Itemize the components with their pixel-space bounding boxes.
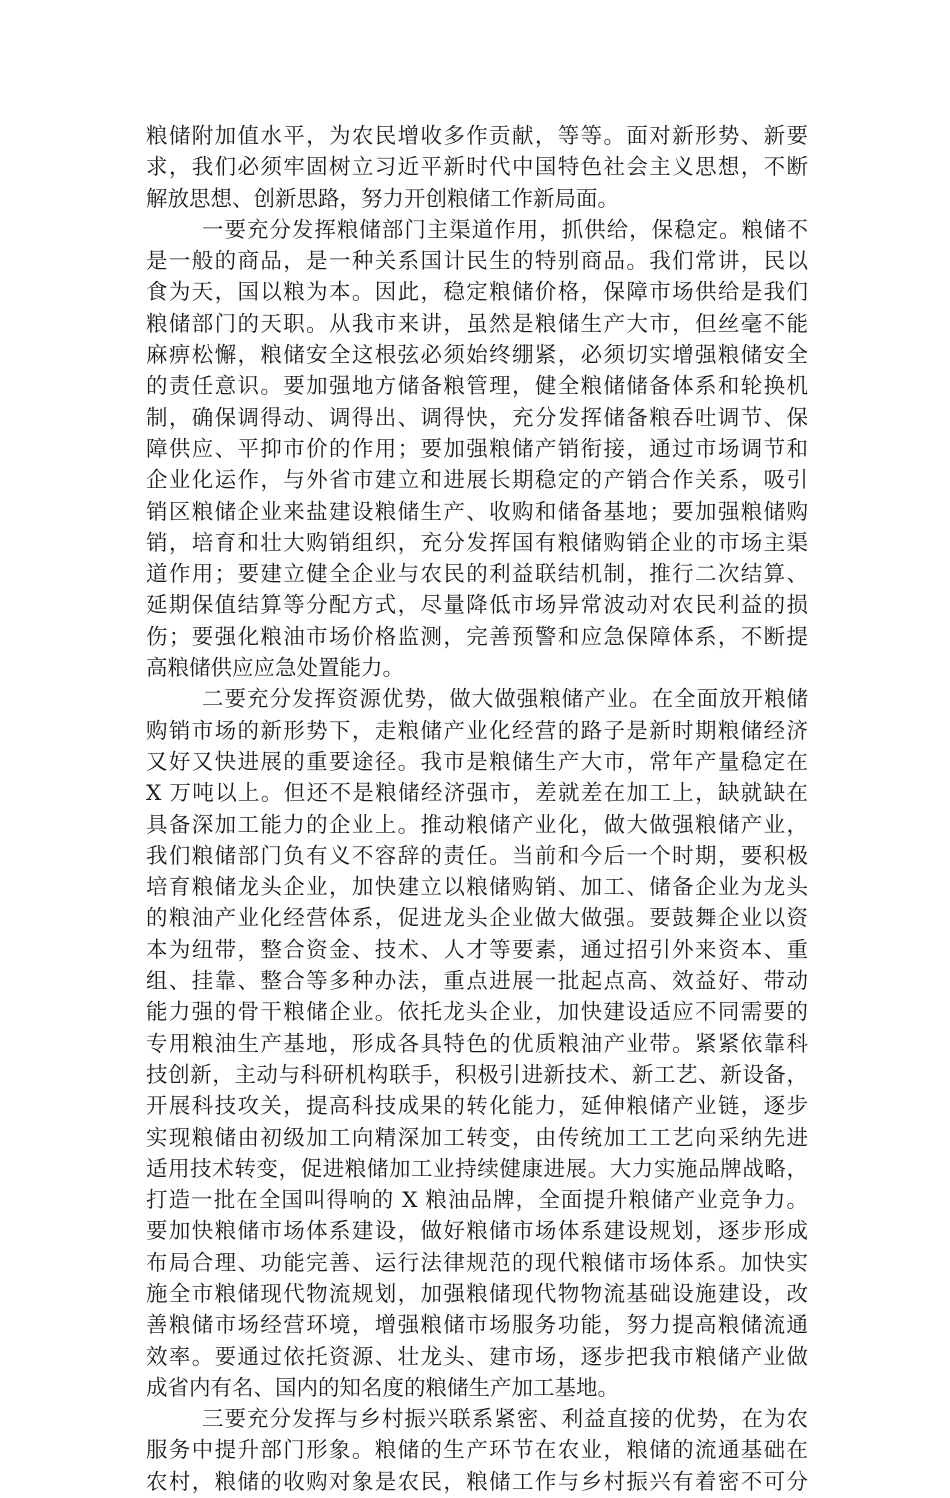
text-line: 制，确保调得动、调得出、调得快，充分发挥储备粮吞吐调节、保 [146, 405, 808, 431]
text-line: 一要充分发挥粮储部门主渠道作用，抓供给，保稳定。粮储不 [202, 217, 808, 243]
paragraph [146, 1404, 808, 1498]
text-line: 开展科技攻关，提高科技成果的转化能力，延伸粮储产业链，逐步 [146, 1094, 808, 1120]
text-line: 具备深加工能力的企业上。推动粮储产业化，做大做强粮储产业， [146, 812, 808, 838]
text-line: 服务中提升部门形象。粮储的生产环节在农业，粮储的流通基础在 [146, 1438, 808, 1464]
text-line: 实现粮储由初级加工向精深加工转变，由传统加工工艺向采纳先进 [146, 1125, 808, 1151]
text-line: 专用粮油生产基地，形成各具特色的优质粮油产业带。紧紧依靠科 [146, 1031, 808, 1057]
text-line: 求，我们必须牢固树立习近平新时代中国特色社会主义思想，不断 [146, 155, 808, 181]
text-line: 的粮油产业化经营体系，促进龙头企业做大做强。要鼓舞企业以资 [146, 906, 808, 932]
paragraph [146, 215, 808, 684]
text-line: 伤；要强化粮油市场价格监测，完善预警和应急保障体系，不断提 [146, 624, 808, 650]
text-line: 销区粮储企业来盐建设粮储生产、收购和储备基地；要加强粮储购 [146, 499, 808, 525]
document-body [146, 121, 808, 1498]
text-line: 延期保值结算等分配方式，尽量降低市场异常波动对农民利益的损 [146, 593, 808, 619]
text-line: 是一般的商品，是一种关系国计民生的特别商品。我们常讲，民以 [146, 249, 808, 275]
text-line: 企业化运作，与外省市建立和进展长期稳定的产销合作关系，吸引 [146, 468, 808, 494]
text-line: 打造一批在全国叫得响的 X 粮油品牌，全面提升粮储产业竞争力。 [146, 1188, 808, 1214]
text-line: X 万吨以上。但还不是粮储经济强市，差就差在加工上，缺就缺在 [146, 781, 808, 807]
text-line: 适用技术转变，促进粮储加工业持续健康进展。大力实施品牌战略， [146, 1156, 808, 1182]
text-line: 组、挂靠、整合等多种办法，重点进展一批起点高、效益好、带动 [146, 969, 808, 995]
text-line: 效率。要通过依托资源、壮龙头、建市场，逐步把我市粮储产业做 [146, 1344, 808, 1370]
text-line: 食为天，国以粮为本。因此，稳定粮储价格，保障市场供给是我们 [146, 280, 808, 306]
text-line: 麻痹松懈，粮储安全这根弦必须始终绷紧，必须切实增强粮储安全 [146, 343, 808, 369]
text-line: 要加快粮储市场体系建设，做好粮储市场体系建设规划，逐步形成 [146, 1219, 808, 1245]
text-line: 高粮储供应应急处置能力。 [146, 656, 405, 682]
text-line: 培育粮储龙头企业，加快建立以粮储购销、加工、储备企业为龙头 [146, 875, 808, 901]
text-line: 成省内有名、国内的知名度的粮储生产加工基地。 [146, 1375, 620, 1401]
text-line: 三要充分发挥与乡村振兴联系紧密、利益直接的优势，在为农 [202, 1407, 808, 1433]
text-line: 粮储部门的天职。从我市来讲，虽然是粮储生产大市，但丝毫不能 [146, 311, 808, 337]
text-line: 二要充分发挥资源优势，做大做强粮储产业。在全面放开粮储 [202, 687, 808, 713]
text-line: 解放思想、创新思路，努力开创粮储工作新局面。 [146, 186, 620, 212]
text-line: 本为纽带，整合资金、技术、人才等要素，通过招引外来资本、重 [146, 937, 808, 963]
text-line: 善粮储市场经营环境，增强粮储市场服务功能，努力提高粮储流通 [146, 1313, 808, 1339]
paragraph [146, 684, 808, 1404]
text-line: 我们粮储部门负有义不容辞的责任。当前和今后一个时期，要积极 [146, 843, 808, 869]
text-line: 购销市场的新形势下，走粮储产业化经营的路子是新时期粮储经济 [146, 718, 808, 744]
text-line: 能力强的骨干粮储企业。依托龙头企业，加快建设适应不同需要的 [146, 1000, 808, 1026]
text-line: 农村，粮储的收购对象是农民，粮储工作与乡村振兴有着密不可分 [146, 1469, 808, 1495]
text-line: 道作用；要建立健全企业与农民的利益联结机制，推行二次结算、 [146, 562, 808, 588]
text-line: 的责任意识。要加强地方储备粮管理，健全粮储储备体系和轮换机 [146, 374, 808, 400]
text-line: 又好又快进展的重要途径。我市是粮储生产大市，常年产量稳定在 [146, 749, 808, 775]
paragraph [146, 121, 808, 215]
text-line: 障供应、平抑市价的作用；要加强粮储产销衔接，通过市场调节和 [146, 436, 808, 462]
text-line: 销，培育和壮大购销组织，充分发挥国有粮储购销企业的市场主渠 [146, 530, 808, 556]
text-line: 布局合理、功能完善、运行法律规范的现代粮储市场体系。加快实 [146, 1250, 808, 1276]
text-line: 粮储附加值水平，为农民增收多作贡献，等等。面对新形势、新要 [146, 124, 808, 149]
text-line: 施全市粮储现代物流规划，加强粮储现代物物流基础设施建设，改 [146, 1281, 808, 1307]
text-line: 技创新，主动与科研机构联手，积极引进新技术、新工艺、新设备， [146, 1062, 808, 1088]
